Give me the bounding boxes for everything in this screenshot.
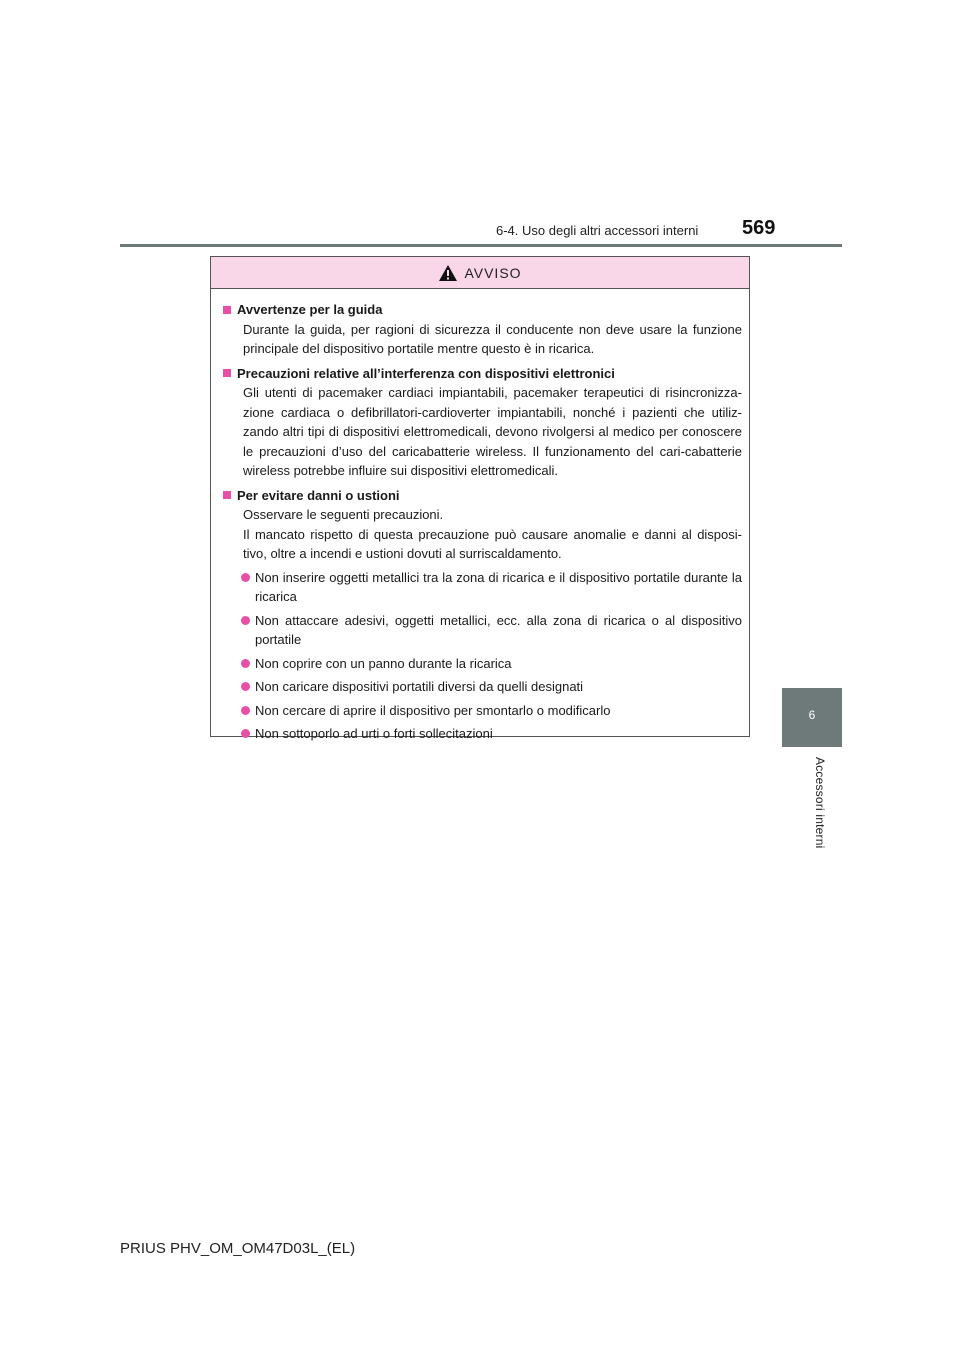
round-bullet-icon [241,706,250,715]
warning-title: AVVISO [464,264,522,281]
header-divider [120,244,842,247]
section-heading: Precauzioni relative all’interferenza con dispositivi elettronici [223,364,742,384]
round-bullet-icon [241,659,250,668]
section-title: 6-4. Uso degli altri accessori interni [496,223,699,238]
page-number: 569 [742,217,776,239]
document-code: PRIUS PHV_OM_OM47D03L_(EL) [120,1240,356,1257]
round-bullet-icon [241,616,250,625]
round-bullet-icon [241,573,250,582]
paragraph: Durante la guida, per ragioni di sicurezza il conducente non deve usare la funzione principale del dispositivo portatile mentre questo è in ricarica. [243,321,742,356]
square-bullet-icon [223,306,231,314]
round-bullet-icon [241,682,250,691]
warning-header [211,257,749,289]
chapter-label: Accessori interni [813,757,827,849]
round-bullet-icon [241,729,250,738]
list-item: Non coprire con un panno durante la ricarica [223,654,742,674]
warning-body [211,289,749,744]
chapter-number: 6 [808,708,816,722]
square-bullet-icon [223,491,231,499]
warning-box [210,256,750,741]
paragraph: Il mancato rispetto di questa precauzione può causare anomalie e danni al disposi-tivo, oltre a incendi e ustioni dovuti al surriscaldamento. [243,526,742,561]
section-damage [223,486,742,744]
section-driving [223,300,742,359]
paragraph: Osservare le seguenti precauzioni. [243,507,444,522]
section-heading: Avvertenze per la guida [223,300,742,320]
list-item: Non sottoporlo ad urti o forti sollecitazioni [223,724,742,744]
section-heading: Per evitare danni o ustioni [223,486,742,506]
list-item: Non inserire oggetti metallici tra la zona di ricarica e il dispositivo portatile durante la ricarica [223,568,742,607]
list-item: Non attaccare adesivi, oggetti metallici, ecc. alla zona di ricarica o al dispositivo portatile [223,611,742,650]
chapter-tab [782,688,842,747]
section-interference [223,364,742,481]
square-bullet-icon [223,369,231,377]
warning-triangle-icon [438,264,458,282]
list-item: Non caricare dispositivi portatili diversi da quelli designati [223,677,742,697]
list-item: Non cercare di aprire il dispositivo per smontarlo o modificarlo [223,701,742,721]
paragraph: Gli utenti di pacemaker cardiaci impiantabili, pacemaker terapeutici di risincronizza-zione cardiaca o defibrillatori-cardioverter impiantabili, nonché i pazienti che utiliz-zando altri tipi di dispositivi elettromedicali, devono rivolgersi al medico per conoscere le precauzioni d’uso del caricabatterie wireless. Il funzionamento del cari-cabatterie wireless potrebbe influire sui dispositivi elettromedicali. [243,385,742,478]
